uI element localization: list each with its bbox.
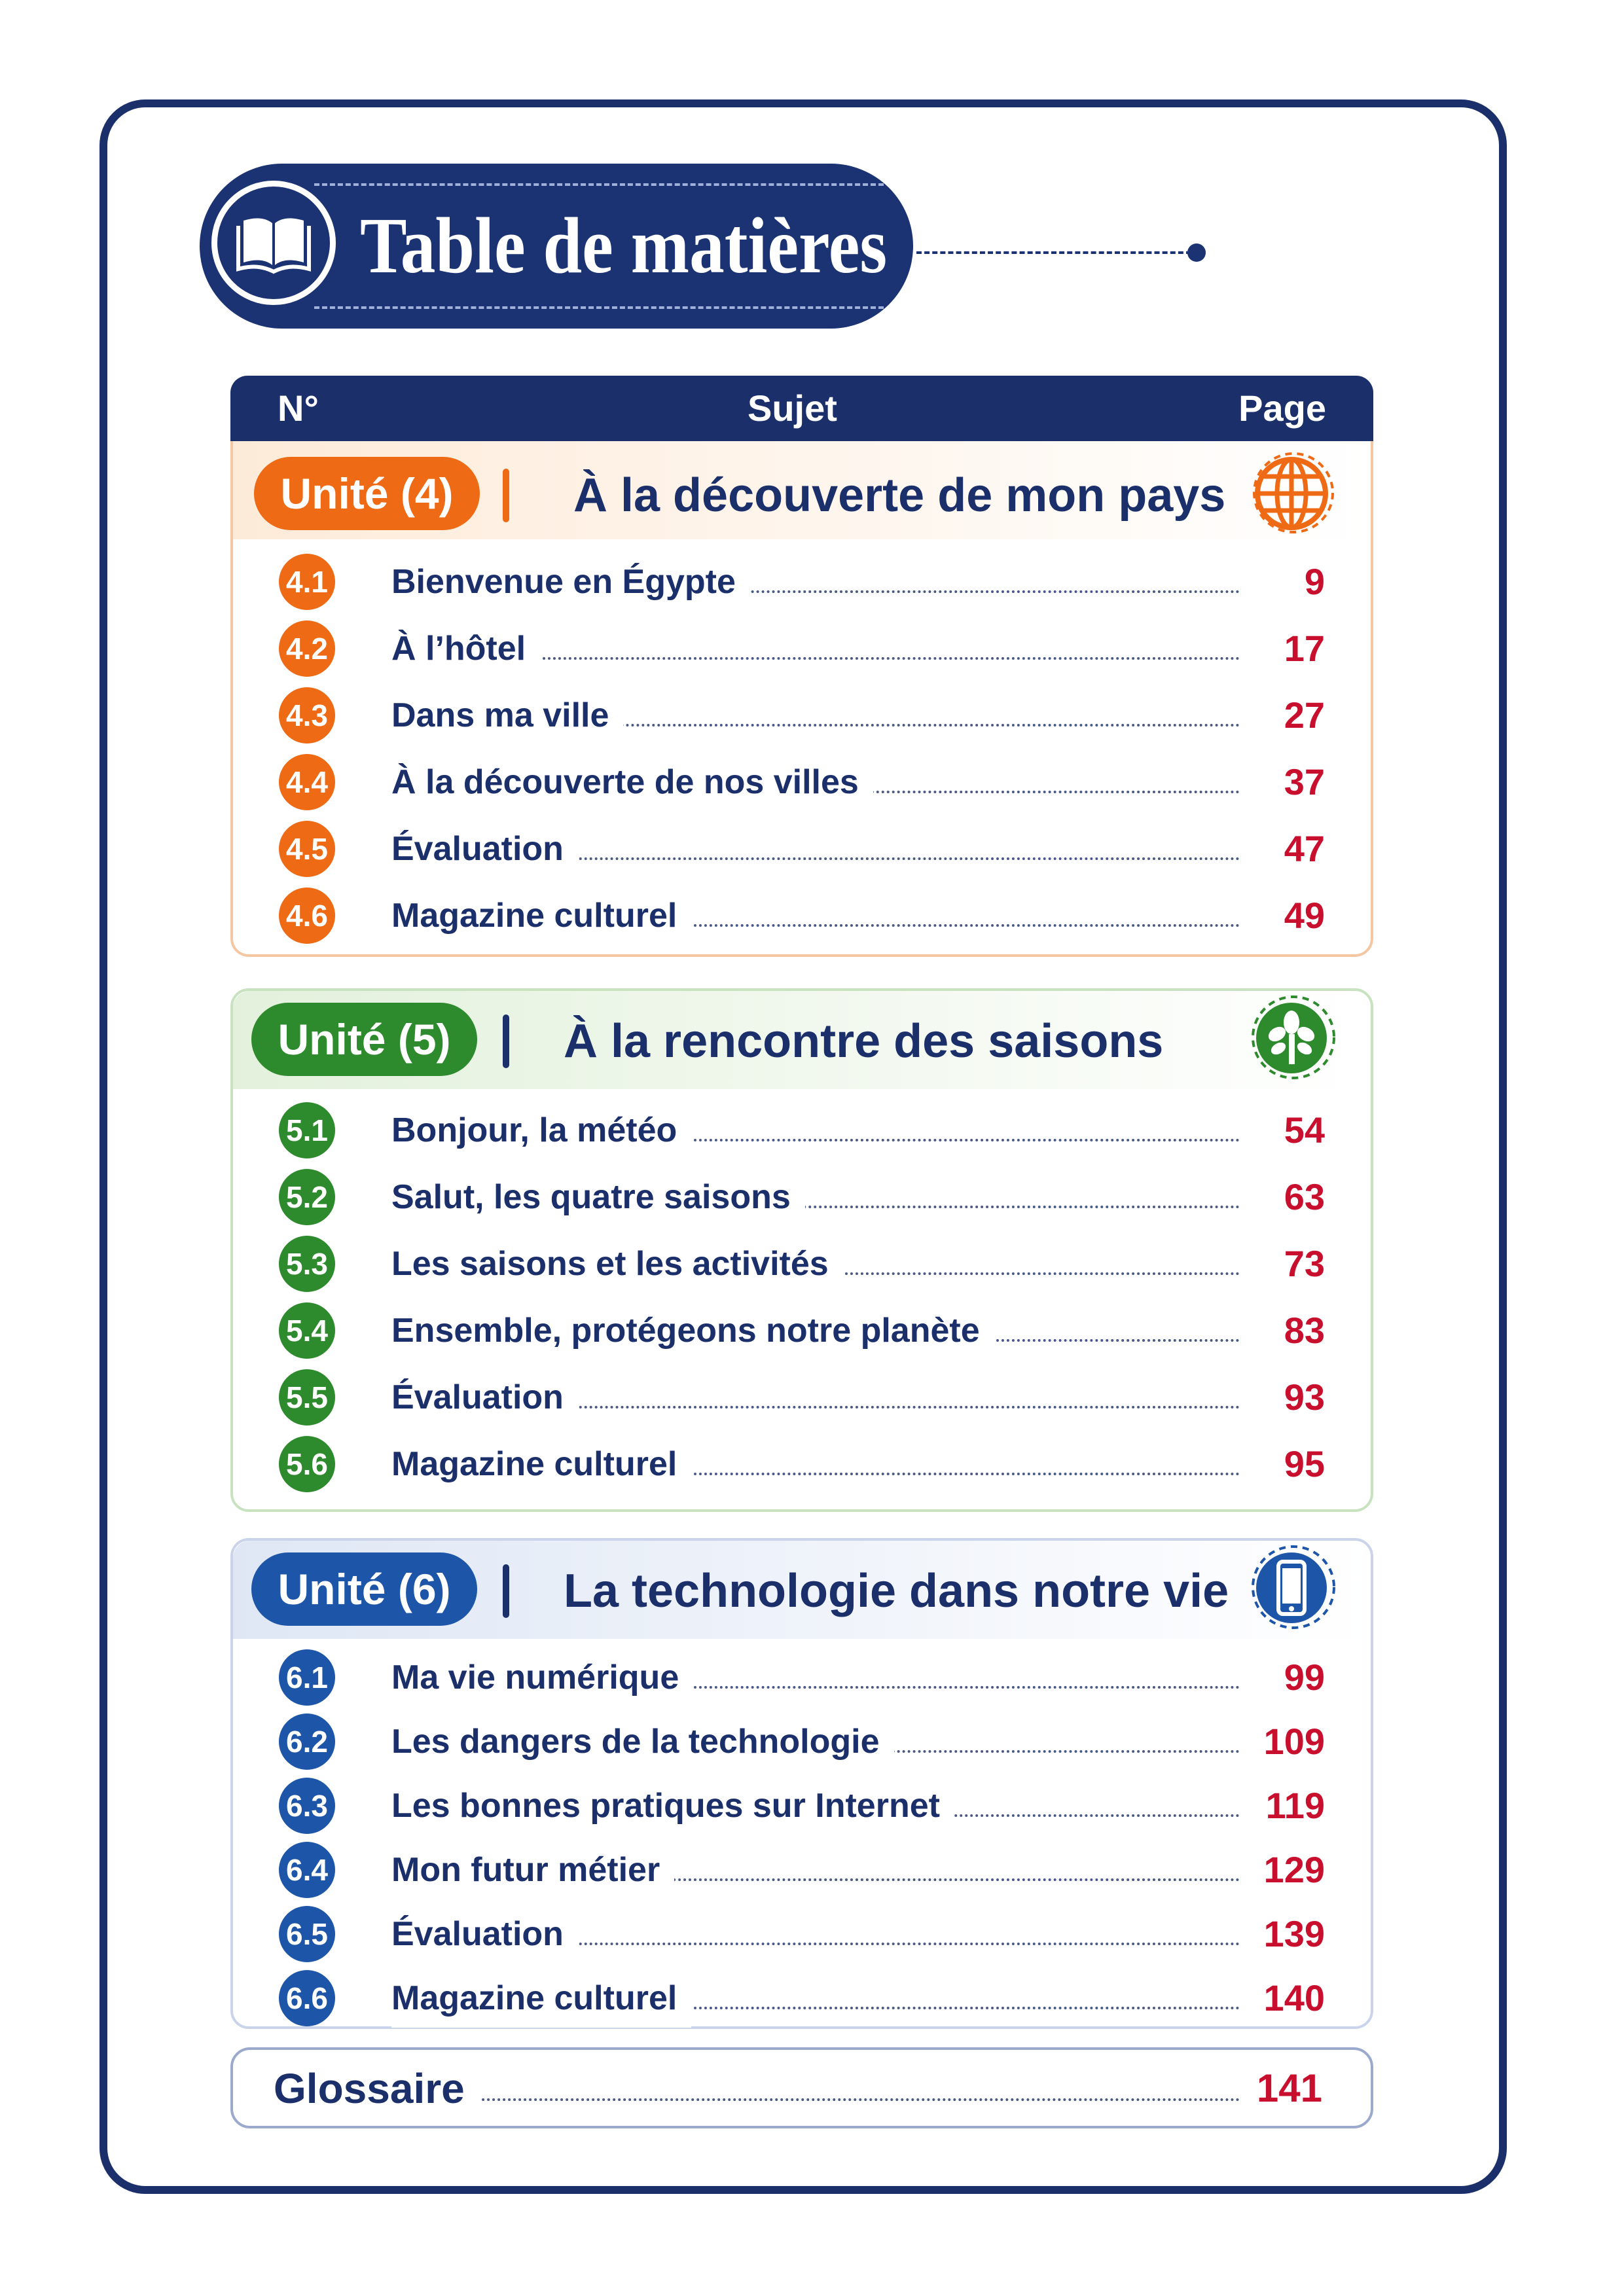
lesson-page: 47 bbox=[1284, 828, 1325, 869]
lesson-title: Évaluation bbox=[391, 1905, 578, 1964]
lesson-number: 4.4 bbox=[279, 754, 335, 810]
lesson-title: Ensemble, protégeons notre planète bbox=[391, 1301, 994, 1360]
lesson-title: À la découverte de nos villes bbox=[391, 753, 873, 812]
table-header bbox=[230, 376, 1373, 441]
lesson-title: Les bonnes pratiques sur Internet bbox=[391, 1776, 954, 1835]
unit-4-separator bbox=[503, 469, 509, 522]
lesson-page: 49 bbox=[1284, 895, 1325, 936]
lesson-page: 9 bbox=[1304, 561, 1325, 602]
lesson-page: 54 bbox=[1284, 1109, 1325, 1151]
lesson-row[interactable] bbox=[233, 886, 1371, 945]
lesson-title: Bienvenue en Égypte bbox=[391, 552, 750, 611]
unit-6-title: La technologie dans notre vie bbox=[564, 1565, 1229, 1617]
lesson-page: 119 bbox=[1265, 1785, 1325, 1826]
unit-6-badge: Unité (6) bbox=[251, 1552, 477, 1626]
lesson-page: 99 bbox=[1284, 1657, 1325, 1698]
title-connector-dot bbox=[1187, 243, 1206, 262]
title-connector-line bbox=[916, 251, 1191, 254]
unit-4-title: À la découverte de mon pays bbox=[573, 469, 1226, 522]
lesson-row[interactable] bbox=[233, 686, 1371, 745]
globe-icon bbox=[1250, 449, 1338, 537]
lesson-number: 4.1 bbox=[279, 554, 335, 610]
lesson-number: 6.2 bbox=[279, 1713, 335, 1770]
header-subject: Sujet bbox=[748, 387, 837, 429]
lesson-page: 17 bbox=[1284, 628, 1325, 669]
lesson-page: 139 bbox=[1263, 1913, 1325, 1954]
lesson-title: Magazine culturel bbox=[391, 1969, 691, 2028]
lesson-title: Salut, les quatre saisons bbox=[391, 1168, 805, 1227]
lesson-row[interactable] bbox=[233, 1368, 1371, 1427]
lesson-number: 6.4 bbox=[279, 1842, 335, 1898]
unit-6-separator bbox=[503, 1564, 509, 1618]
unit-4-section bbox=[230, 441, 1373, 957]
unit-5-title: À la rencontre des saisons bbox=[564, 1015, 1164, 1067]
lesson-page: 109 bbox=[1263, 1721, 1325, 1762]
lesson-number: 6.5 bbox=[279, 1906, 335, 1962]
unit-5-separator bbox=[503, 1014, 509, 1068]
lesson-number: 4.2 bbox=[279, 620, 335, 677]
lesson-page: 93 bbox=[1284, 1376, 1325, 1418]
lesson-row[interactable] bbox=[233, 1435, 1371, 1494]
lesson-page: 63 bbox=[1284, 1176, 1325, 1217]
lesson-title: Ma vie numérique bbox=[391, 1648, 693, 1707]
lesson-number: 5.2 bbox=[279, 1169, 335, 1225]
lesson-title: Les saisons et les activités bbox=[391, 1234, 843, 1293]
lesson-title: Dans ma ville bbox=[391, 686, 623, 745]
lesson-number: 5.3 bbox=[279, 1236, 335, 1292]
lesson-page: 95 bbox=[1284, 1443, 1325, 1484]
lesson-title: Mon futur métier bbox=[391, 1840, 674, 1899]
glossary-label: Glossaire bbox=[274, 2059, 479, 2118]
lesson-row[interactable] bbox=[233, 1168, 1371, 1227]
lesson-number: 5.1 bbox=[279, 1102, 335, 1158]
lesson-row[interactable] bbox=[233, 619, 1371, 678]
lesson-number: 5.5 bbox=[279, 1369, 335, 1426]
page-title: Table de matières bbox=[360, 202, 888, 290]
lesson-row[interactable] bbox=[233, 1301, 1371, 1360]
lesson-title: À l’hôtel bbox=[391, 619, 540, 678]
lesson-row[interactable] bbox=[233, 819, 1371, 878]
lesson-row[interactable] bbox=[233, 1840, 1371, 1899]
unit-5-badge: Unité (5) bbox=[251, 1003, 477, 1076]
lesson-title: Évaluation bbox=[391, 819, 578, 878]
lesson-row[interactable] bbox=[233, 1648, 1371, 1707]
lesson-number: 6.6 bbox=[279, 1970, 335, 2026]
tree-icon bbox=[1250, 994, 1338, 1082]
lesson-number: 4.3 bbox=[279, 687, 335, 744]
lesson-number: 4.5 bbox=[279, 821, 335, 877]
smartphone-icon bbox=[1250, 1543, 1338, 1632]
lesson-page: 27 bbox=[1284, 694, 1325, 736]
book-icon bbox=[211, 181, 336, 305]
lesson-row[interactable] bbox=[233, 753, 1371, 812]
lesson-page: 37 bbox=[1284, 761, 1325, 802]
lesson-row[interactable] bbox=[233, 1234, 1371, 1293]
leader-dots bbox=[429, 2098, 1240, 2101]
header-num: N° bbox=[278, 387, 319, 429]
lesson-row[interactable] bbox=[233, 552, 1371, 611]
lesson-title: Bonjour, la météo bbox=[391, 1101, 691, 1160]
lesson-title: Magazine culturel bbox=[391, 886, 691, 945]
lesson-title: Évaluation bbox=[391, 1368, 578, 1427]
lesson-row[interactable] bbox=[233, 1905, 1371, 1964]
lesson-title: Magazine culturel bbox=[391, 1435, 691, 1494]
lesson-row[interactable] bbox=[233, 1712, 1371, 1771]
lesson-number: 6.1 bbox=[279, 1649, 335, 1706]
lesson-page: 83 bbox=[1284, 1310, 1325, 1351]
glossary-page: 141 bbox=[1256, 2066, 1322, 2110]
lesson-row[interactable] bbox=[233, 1776, 1371, 1835]
lesson-number: 5.6 bbox=[279, 1436, 335, 1492]
lesson-page: 73 bbox=[1284, 1243, 1325, 1284]
lesson-page: 129 bbox=[1263, 1849, 1325, 1890]
unit-4-badge: Unité (4) bbox=[254, 457, 480, 530]
lesson-page: 140 bbox=[1263, 1977, 1325, 2018]
lesson-number: 6.3 bbox=[279, 1778, 335, 1834]
lesson-title: Les dangers de la technologie bbox=[391, 1712, 894, 1771]
glossary-row[interactable] bbox=[230, 2047, 1373, 2128]
title-banner bbox=[200, 164, 913, 329]
lesson-row[interactable] bbox=[233, 1969, 1371, 2028]
lesson-number: 5.4 bbox=[279, 1302, 335, 1359]
unit-6-section bbox=[230, 1538, 1373, 2029]
lesson-row[interactable] bbox=[233, 1101, 1371, 1160]
lesson-number: 4.6 bbox=[279, 888, 335, 944]
header-page: Page bbox=[1238, 387, 1326, 429]
unit-5-section bbox=[230, 988, 1373, 1512]
